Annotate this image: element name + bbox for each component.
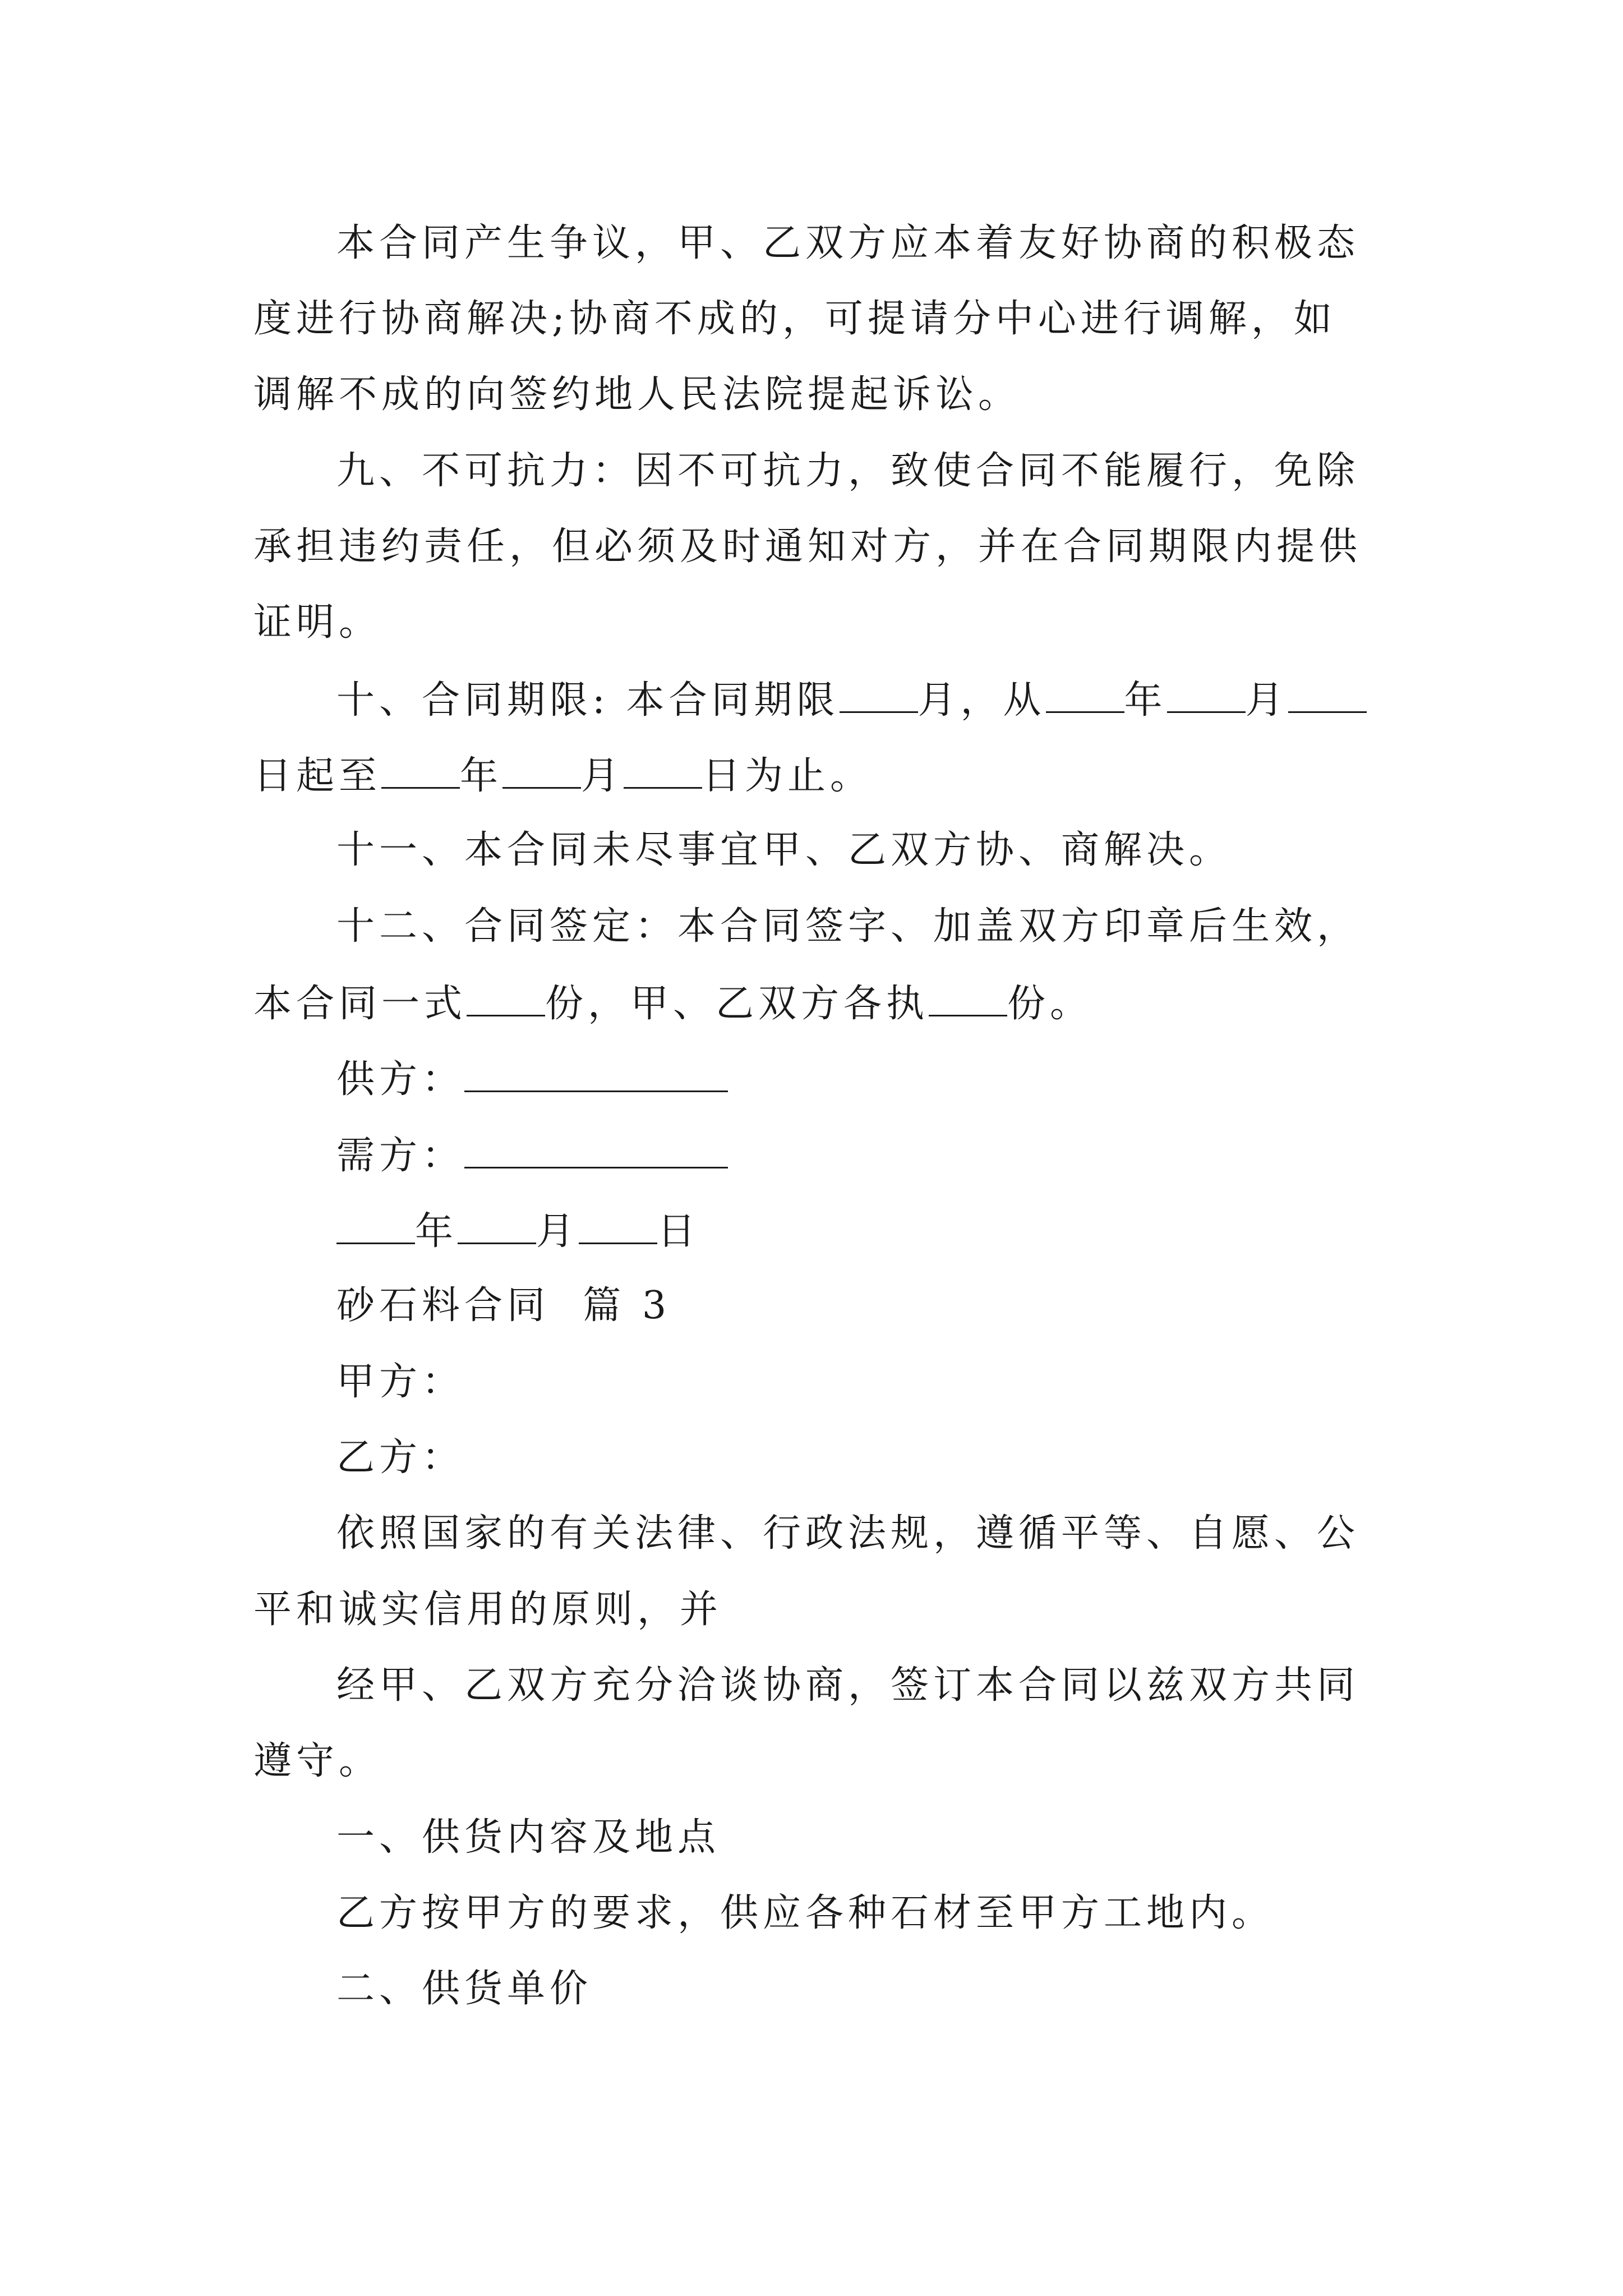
- paragraph-line: 乙方按甲方的要求，供应各种石材至甲方工地内。: [336, 1891, 1275, 1935]
- paragraph-line: 调解不成的向签约地人民法院提起诉讼。: [253, 372, 1021, 417]
- blank-field: [381, 756, 460, 789]
- paragraph-line: 度进行协商解决;协商不成的，可提请分中心进行调解，如: [253, 297, 1336, 341]
- text-segment: 月，从: [917, 678, 1046, 723]
- clause-11-line: 十一、本合同未尽事宜甲、乙双方协、商解决。: [336, 828, 1232, 872]
- text-segment: 年: [1124, 678, 1167, 723]
- buyer-signature-line: [336, 1134, 1481, 1178]
- paragraph-line: 本合同产生争议，甲、乙双方应本着友好协商的积极态: [336, 221, 1360, 265]
- date-line: [336, 1209, 1481, 1254]
- clause-10-line: [336, 678, 1481, 723]
- clause-10-line-2: [253, 754, 1398, 798]
- text-segment: 年: [460, 754, 503, 798]
- text-segment: 本合同一式: [253, 982, 467, 1026]
- blank-field: [840, 680, 918, 713]
- text-segment: 月: [1245, 678, 1288, 723]
- supplier-signature-line: [336, 1057, 1481, 1102]
- blank-field: [464, 1059, 728, 1092]
- paragraph-line: 平和诚实信用的原则，并: [253, 1588, 723, 1632]
- text-segment: 日起至: [253, 754, 382, 798]
- paragraph-line: 依照国家的有关法律、行政法规，遵循平等、自愿、公: [336, 1511, 1360, 1556]
- text-segment: 份，甲、乙双方各执: [545, 982, 929, 1026]
- supplier-label: 供方：: [336, 1057, 465, 1102]
- paragraph-line: 经甲、乙双方充分洽谈协商，签订本合同以兹双方共同: [336, 1663, 1360, 1708]
- blank-field: [502, 756, 581, 789]
- clause-9-line: 九、不可抗力：因不可抗力，致使合同不能履行，免除: [336, 449, 1360, 493]
- paragraph-line: 遵守。: [253, 1739, 382, 1783]
- clause-12-line: 十二、合同签定：本合同签字、加盖双方印章后生效，: [336, 904, 1360, 949]
- text-segment: 十、合同期限: 本合同期限: [336, 678, 840, 723]
- blank-field: [624, 756, 702, 789]
- blank-field: [1046, 680, 1124, 713]
- section-title: 砂石料合同 篇 3: [336, 1283, 671, 1328]
- text-segment: 月: [536, 1209, 579, 1254]
- party-b-label: 乙方：: [336, 1435, 465, 1480]
- paragraph-line: 承担违约责任，但必须及时通知对方，并在合同期限内提供: [253, 524, 1362, 569]
- paragraph-line: 证明。: [253, 600, 382, 645]
- text-segment: 日: [657, 1209, 700, 1254]
- blank-field: [579, 1211, 657, 1244]
- text-segment: 月: [581, 754, 624, 798]
- party-a-label: 甲方：: [336, 1360, 465, 1404]
- buyer-label: 需方：: [336, 1134, 465, 1178]
- section-heading: 二、供货单价: [336, 1967, 593, 2011]
- clause-12-line-2: [253, 982, 1398, 1026]
- text-segment: 份。: [1007, 982, 1093, 1026]
- blank-field: [336, 1211, 415, 1244]
- blank-field: [464, 1135, 728, 1168]
- blank-field: [1288, 680, 1367, 713]
- section-heading: 一、供货内容及地点: [336, 1815, 721, 1860]
- text-segment: 日为止。: [702, 754, 873, 798]
- text-segment: 年: [415, 1209, 458, 1254]
- blank-field: [929, 983, 1007, 1016]
- blank-field: [467, 983, 545, 1016]
- blank-field: [1167, 680, 1246, 713]
- blank-field: [458, 1211, 536, 1244]
